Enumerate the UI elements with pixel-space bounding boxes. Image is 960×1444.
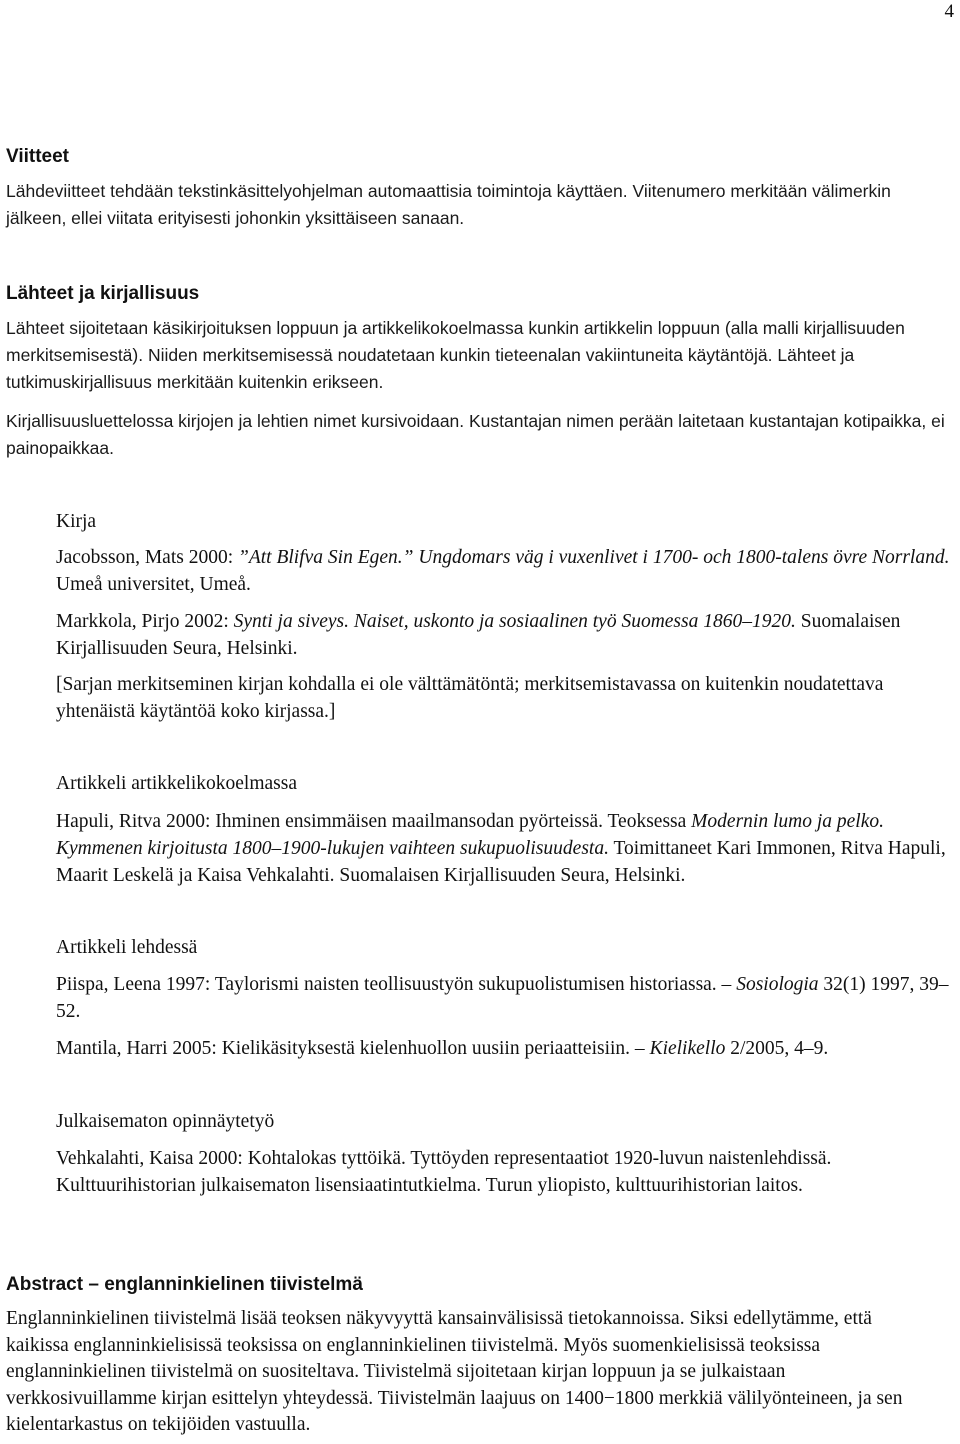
opinnayte-heading: Julkaisematon opinnäytetyö xyxy=(56,1111,275,1132)
entry-author: Jacobsson, Mats 2000: xyxy=(56,547,238,568)
kirja-heading: Kirja xyxy=(56,511,97,532)
entry-title: Synti ja siveys. Naiset, uskonto ja sosiaalinen työ Suomessa 1860–1920. xyxy=(233,611,796,632)
kirja-entry-jacobsson xyxy=(56,544,956,598)
artikkeli-lehti-entry-piispa xyxy=(56,971,956,1025)
entry-publisher: Suomalaisen Kirjallisuuden Seura, Helsinki. xyxy=(56,611,901,659)
entry-text: Piispa, Leena 1997: Taylorismi naisten teollisuustyön sukupuolistumisen historiassa. – xyxy=(56,974,737,995)
abstract-body: Englanninkielinen tiivistelmä lisää teoksen näkyvyyttä kansainvälisissä tietokannoissa. Siksi edellytämme, että kaikissa englanninkielisissä teoksissa on englanninkielinen tiivistelmä. Myös suomenkielisissä teoksissa englanninkielinen tiivistelmä on suositeltava. Tiivistelmä sijoitetaan kirjan loppuun ja se julkaistaan verkkosivuillamme kirjan esittelyn yhteydessä. Tiivistelmän laajuus on 1400−1800 merkkiä välilyönteineen, ja sen kielentarkastus on tekijöiden vastuulla. xyxy=(6,1308,903,1435)
viitteet-heading: Viitteet xyxy=(6,146,70,167)
lahteet-paragraph-1: Lähteet sijoitetaan käsikirjoituksen loppuun ja artikkelikokoelmassa kunkin artikkelin loppuun (alla malli kirjallisuuden merkitsemisestä). Niiden merkitsemisessä noudatetaan kunkin tieteenalan vakiintuneita käytäntöjä. Lähteet ja tutkimuskirjallisuus merkitään kuitenkin erikseen. xyxy=(6,318,905,392)
artikkeli-lehti-entry-mantila xyxy=(56,1035,956,1062)
entry-title: Modernin lumo ja pelko. Kymmenen kirjoitusta 1800–1900-lukujen vaihteen sukupuolisuudesta. xyxy=(56,811,884,859)
kirja-entry-markkola xyxy=(56,608,956,662)
entry-text: Hapuli, Ritva 2000: Ihminen ensimmäisen maailmansodan pyörteissä. Teoksessa xyxy=(56,811,692,832)
page-number: 4 xyxy=(944,1,954,22)
entry-journal: Kielikello xyxy=(649,1038,726,1059)
abstract-heading: Abstract – englanninkielinen tiivistelmä xyxy=(6,1274,363,1295)
lahteet-heading: Lähteet ja kirjallisuus xyxy=(6,283,200,304)
entry-publisher: Umeå universitet, Umeå. xyxy=(56,574,251,595)
opinnayte-entry: Vehkalahti, Kaisa 2000: Kohtalokas tyttöikä. Tyttöyden representaatiot 1920-luvun naistenlehdissä. Kulttuurihistorian julkaisematon lisensiaatintutkielma. Turun yliopisto, kulttuurihistorian laitos. xyxy=(56,1148,832,1196)
entry-issue: 32(1) 1997, 39–52. xyxy=(56,974,949,1022)
artikkeli-kokoelma-entry xyxy=(56,808,956,889)
artikkeli-kokoelma-heading: Artikkeli artikkelikokoelmassa xyxy=(56,773,297,794)
entry-title: ”Att Blifva Sin Egen.” Ungdomars väg i vuxenlivet i 1700- och 1800-talens övre Norrland. xyxy=(238,547,950,568)
artikkeli-lehti-heading: Artikkeli lehdessä xyxy=(56,937,198,958)
lahteet-paragraph-2: Kirjallisuusluettelossa kirjojen ja lehtien nimet kursivoidaan. Kustantajan nimen perään laitetaan kustantajan kotipaikka, ei painopaikkaa. xyxy=(6,411,945,458)
kirja-note: [Sarjan merkitseminen kirjan kohdalla ei ole välttämätöntä; merkitsemistavassa on kuitenkin noudatettava yhtenäistä käytäntöä koko kirjassa.] xyxy=(56,674,884,722)
viitteet-body: Lähdeviitteet tehdään tekstinkäsittelyohjelman automaattisia toimintoja käyttäen. Viitenumero merkitään välimerkin jälkeen, ellei viitata erityisesti johonkin yksittäiseen sanaan. xyxy=(6,181,891,228)
entry-publisher: Toimittaneet Kari Immonen, Ritva Hapuli, Maarit Leskelä ja Kaisa Vehkalahti. Suomalaisen Kirjallisuuden Seura, Helsinki. xyxy=(56,838,946,886)
entry-journal: Sosiologia xyxy=(736,974,819,995)
entry-issue: 2/2005, 4–9. xyxy=(725,1038,829,1059)
entry-author: Markkola, Pirjo 2002: xyxy=(56,611,234,632)
entry-text: Mantila, Harri 2005: Kielikäsityksestä kielenhuollon uusiin periaatteisiin. – xyxy=(56,1038,650,1059)
